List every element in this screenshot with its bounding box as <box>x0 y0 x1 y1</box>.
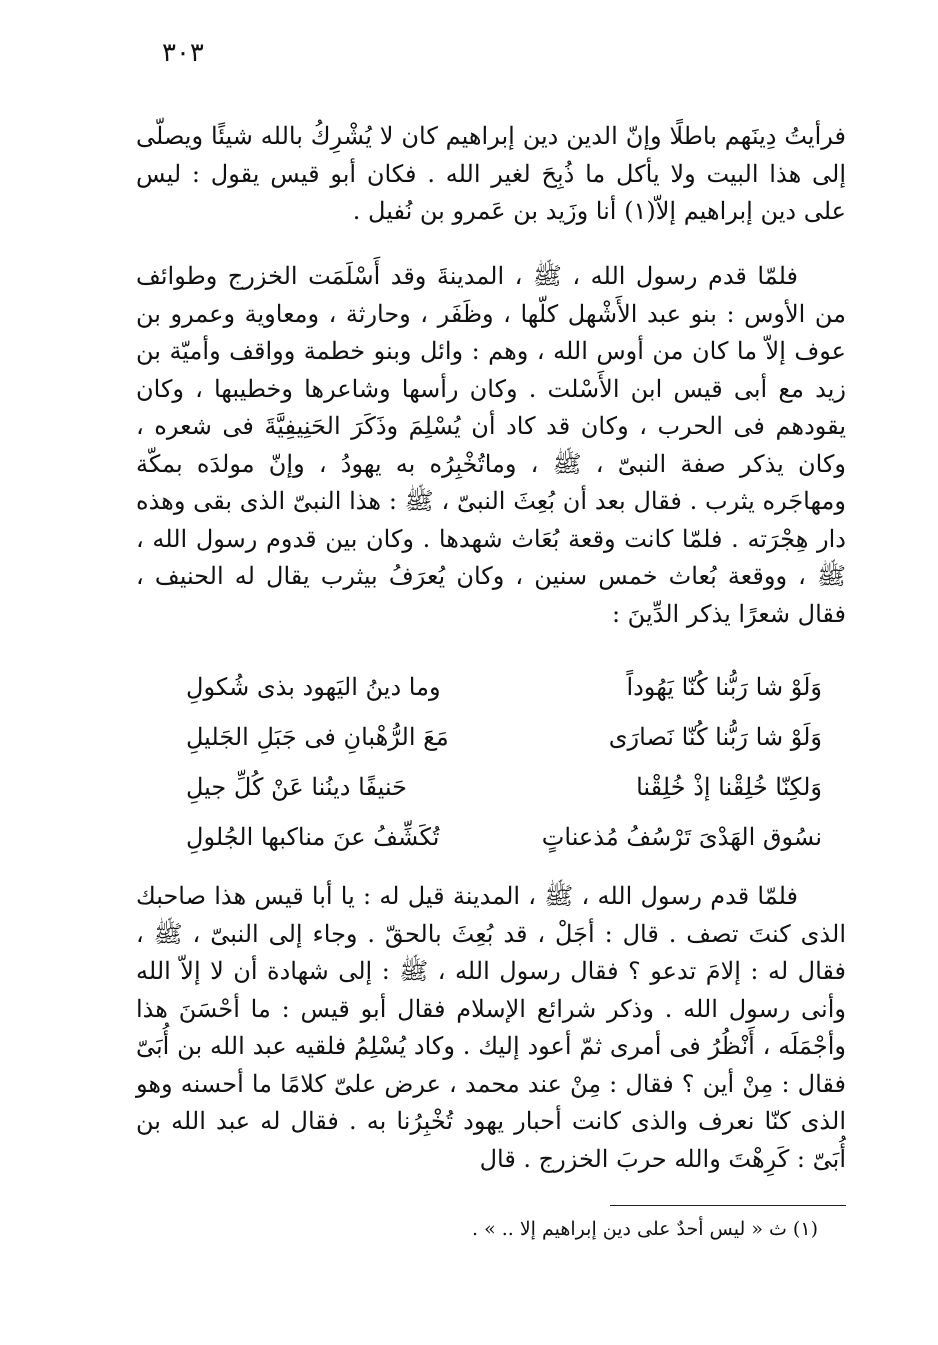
poem-second-hemistich: حَنيفًا دينُنا عَنْ كُلِّ جيلِ <box>186 773 407 801</box>
poem-verse <box>186 762 822 812</box>
poem <box>186 662 822 862</box>
body-text-middle <box>136 258 846 633</box>
page-number: ٣٠٣ <box>162 38 204 68</box>
paragraph-1: فرأيتُ دِينَهم باطلًا وإنّ الدين دين إبراهيم كان لا يُشْرِكُ بالله شيئًا ويصلّى إلى هذا البيت ولا يأكل ما ذُبِحَ لغير الله . فكان أبو قيس يقول : ليس على دين إبراهيم إلاّ(١) أنا وزَيد بن عَمرو بن نُفيل . <box>136 122 846 225</box>
poem-first-hemistich: نسُوق الهَدْىَ تَرْسُفُ مُذعناتٍ <box>541 823 822 851</box>
poem-first-hemistich: وَلَوْ شا رَبُّنا كُنّا نَصارَى <box>608 723 822 751</box>
poem-second-hemistich: وما دينُ اليَهود بذى شُكولِ <box>186 673 441 701</box>
poem-verse <box>186 662 822 712</box>
paragraph-2: فلمّا قدم رسول الله ، ﷺ ، المدينةَ وقد أَسْلَمَت الخزرج وطوائف من الأوس : بنو عبد الأَشْهل كلّها ، وظَفَر ، وحارثة ، ومعاوية وعمرو بن عوف إلاّ ما كان من أوس الله ، وهم : وائل وبنو خطمة وواقف وأميّة بن زيد مع أبى قيس ابن الأَسْلت . وكان رأسها وشاعرها وخطيبها ، وكان يقودهم فى الحرب ، وكان قد كاد أن يُسْلِمَ وذَكَرَ الحَنِيفِيَّةَ فى شعره ، وكان يذكر صفة النبىّ ، ﷺ ، وماتُخْبِرُه به يهودُ ، وإنّ مولدَه بمكّة ومهاجَره يثرب . فقال بعد أن بُعِثَ النبىّ ، ﷺ : هذا النبىّ الذى بقى وهذه دار هِجْرَته . فلمّا كانت وقعة بُعَاث شهدها . وكان بين قدوم رسول الله ، ﷺ ، ووقعة بُعاث خمس سنين ، وكان يُعرَفُ بيثرب يقال له الحنيف ، فقال شعرًا يذكر الدِّينَ : <box>136 262 846 628</box>
poem-verse <box>186 812 822 862</box>
poem-second-hemistich: تُكَشِّفُ عنَ مناكبها الجُلولِ <box>186 823 440 851</box>
paragraph-3: فلمّا قدم رسول الله ، ﷺ ، المدينة قيل له : يا أبا قيس هذا صاحبك الذى كنتَ تصف . قال : أجَلْ ، قد بُعِثَ بالحقّ . وجاء إلى النبىّ ، ﷺ ، فقال له : إلامَ تدعو ؟ فقال رسول الله ، ﷺ : إلى شهادة أن لا إلاّ الله وأنى رسول الله . وذكر شرائع الإسلام فقال أبو قيس : ما أحْسَنَ هذا وأجْمَلَه ، أَنْظُرُ فى أمرى ثمّ أعود إليك . وكاد يُسْلِمُ فلقيه عبد الله بن أُبَىّ فقال : مِنْ أين ؟ فقال : مِنْ عند محمد ، عرض علىّ كلامًا ما أحسنه وهو الذى كنّا نعرف والذى كانت أحبار يهود تُخْبِرُنا به . فقال له عبد الله بن أُبَىّ : كَرِهْتَ والله حربَ الخزرج . قال <box>136 882 847 1173</box>
body-text-top <box>136 118 846 231</box>
poem-first-hemistich: وَلكِنّا خُلِقْنا إذْ خُلِقْنا <box>636 773 822 801</box>
poem-second-hemistich: مَعَ الرُّهْبانِ فى جَبَلِ الجَليلِ <box>186 723 449 751</box>
footnote-divider <box>610 1205 846 1206</box>
body-text-bottom <box>136 878 846 1178</box>
footnote: (١) ث « ليس أحدٌ على دين إبراهيم إلا .. » . <box>471 1218 818 1240</box>
poem-verse <box>186 712 822 762</box>
poem-first-hemistich: وَلَوْ شا رَبُّنا كُنّا يَهُوداً <box>626 673 822 701</box>
